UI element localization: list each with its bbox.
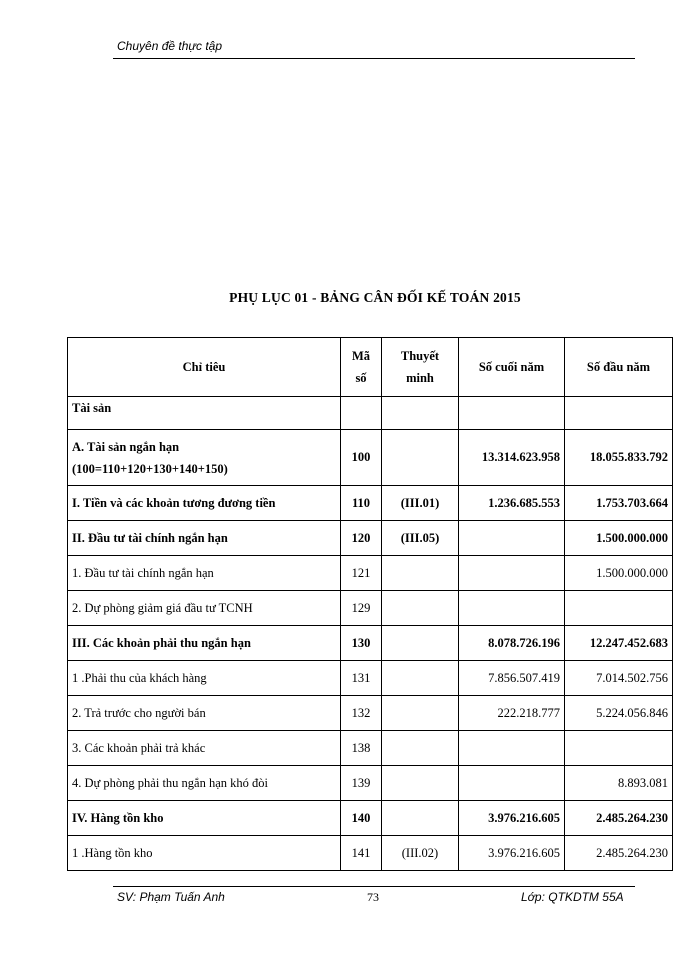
table-row [68,661,673,696]
row-begin-value: 1.500.000.000 [565,556,673,591]
table-row [68,397,673,430]
header-code [341,338,382,397]
row-begin-value: 8.893.081 [565,766,673,801]
row-end-value [459,521,565,556]
row-code: 131 [341,661,382,696]
row-label: 4. Dự phòng phải thu ngắn hạn khó đòi [68,766,341,801]
row-code: 110 [341,486,382,521]
row-label: III. Các khoản phải thu ngắn hạn [68,626,341,661]
row-end-value [459,556,565,591]
row-begin-value: 2.485.264.230 [565,801,673,836]
row-begin-value: 5.224.056.846 [565,696,673,731]
row-end-value [459,731,565,766]
row-code: 132 [341,696,382,731]
row-end-value: 7.856.507.419 [459,661,565,696]
row-label: Tài sản [68,397,341,430]
row-label: 2. Trả trước cho người bán [68,696,341,731]
row-note [382,397,459,430]
row-end-value: 3.976.216.605 [459,836,565,871]
row-end-value [459,766,565,801]
row-code: 141 [341,836,382,871]
row-begin-value: 18.055.833.792 [565,430,673,486]
table-row [68,836,673,871]
table-row [68,766,673,801]
row-note [382,556,459,591]
row-begin-value [565,591,673,626]
page-header: Chuyên đề thực tập [117,39,223,53]
row-label-line2: (100=110+120+130+140+150) [72,461,228,476]
header-indicator: Chỉ tiêu [68,338,341,397]
row-code: 130 [341,626,382,661]
row-label: 1. Đầu tư tài chính ngắn hạn [68,556,341,591]
footer-student: SV: Phạm Tuấn Anh [117,890,225,904]
row-code: 121 [341,556,382,591]
row-note [382,591,459,626]
row-note [382,801,459,836]
header-end-year: Số cuối năm [459,338,565,397]
table-row [68,626,673,661]
balance-sheet-table [67,337,673,871]
row-end-value [459,397,565,430]
header-rule [113,58,635,59]
row-begin-value [565,397,673,430]
row-label: 3. Các khoản phải trả khác [68,731,341,766]
row-label: II. Đầu tư tài chính ngắn hạn [68,521,341,556]
row-begin-value: 2.485.264.230 [565,836,673,871]
footer-class: Lớp: QTKDTM 55A [521,890,624,904]
page-number: 73 [367,890,379,904]
row-label: 1 .Phải thu của khách hàng [68,661,341,696]
row-end-value: 222.218.777 [459,696,565,731]
row-label: 2. Dự phòng giảm giá đầu tư TCNH [68,591,341,626]
table-row [68,731,673,766]
header-note [382,338,459,397]
header-code-line2: số [355,371,367,385]
row-begin-value: 7.014.502.756 [565,661,673,696]
table-header-row [68,338,673,397]
row-label-line1: A. Tài sản ngắn hạn [72,439,180,454]
row-label: I. Tiền và các khoản tương đương tiền [68,486,341,521]
header-code-line1: Mã [351,349,371,363]
row-note: (III.02) [382,836,459,871]
row-note [382,661,459,696]
row-note [382,696,459,731]
row-code: 140 [341,801,382,836]
row-end-value [459,591,565,626]
row-begin-value [565,731,673,766]
table-row [68,430,673,486]
row-code: 139 [341,766,382,801]
row-note [382,430,459,486]
row-note: (III.01) [382,486,459,521]
row-note [382,766,459,801]
header-note-line1: Thuyết [400,349,440,363]
row-label [68,430,341,486]
table-row [68,521,673,556]
row-label: IV. Hàng tồn kho [68,801,341,836]
table-row [68,591,673,626]
header-note-line2: minh [406,371,434,385]
row-code: 129 [341,591,382,626]
table-row [68,556,673,591]
table-row [68,801,673,836]
table-title: PHỤ LỤC 01 - BẢNG CÂN ĐỐI KẾ TOÁN 2015 [229,290,521,305]
row-note: (III.05) [382,521,459,556]
row-code: 120 [341,521,382,556]
header-begin-year: Số đầu năm [565,338,673,397]
footer-rule [113,886,635,887]
row-note [382,731,459,766]
row-begin-value: 1.753.703.664 [565,486,673,521]
row-end-value: 8.078.726.196 [459,626,565,661]
row-end-value: 3.976.216.605 [459,801,565,836]
row-note [382,626,459,661]
row-code [341,397,382,430]
row-begin-value: 1.500.000.000 [565,521,673,556]
row-code: 138 [341,731,382,766]
row-code: 100 [341,430,382,486]
row-label: 1 .Hàng tồn kho [68,836,341,871]
row-begin-value: 12.247.452.683 [565,626,673,661]
row-end-value: 1.236.685.553 [459,486,565,521]
table-row [68,486,673,521]
row-end-value: 13.314.623.958 [459,430,565,486]
table-row [68,696,673,731]
